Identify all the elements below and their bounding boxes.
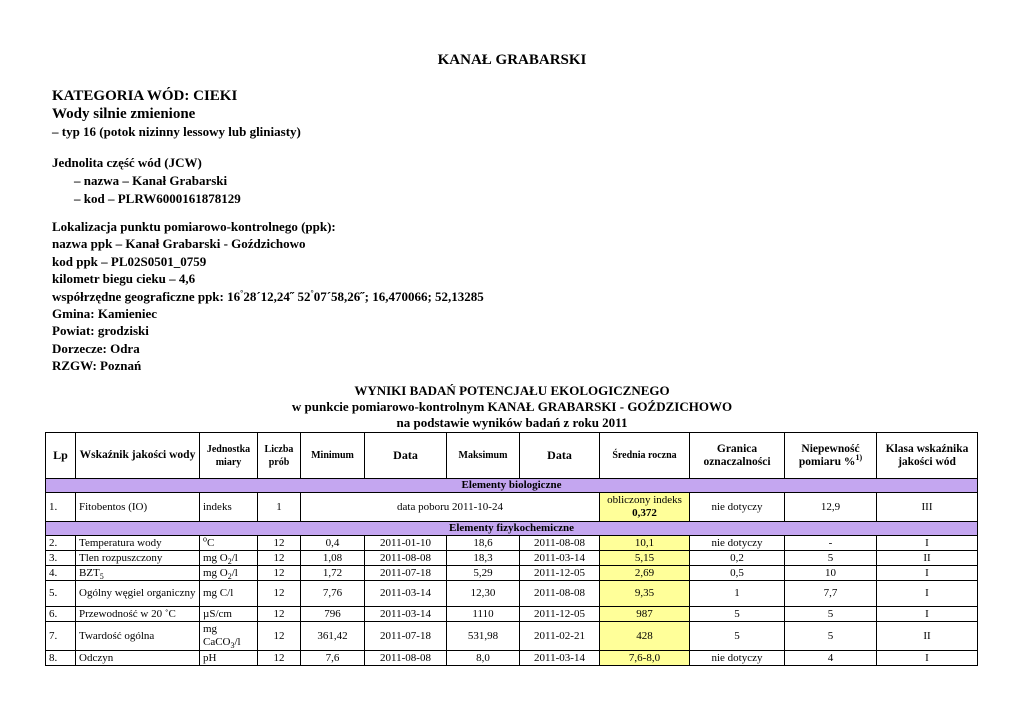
cell-unit: mg $O_2/l$ [200, 551, 258, 566]
cell-lp: 8. [46, 651, 76, 666]
results-heading-line2: w punkcie pomiarowo-kontrolnym KANAŁ GRABARSKI - GOŹDZICHOWO [291, 399, 733, 414]
cell-unit: pH [200, 651, 258, 666]
header-date-min: Data [365, 433, 447, 479]
cell-uncertainty: 12,9 [785, 493, 877, 522]
header-annual-average: Średnia roczna [600, 433, 690, 479]
results-heading [0, 383, 1024, 431]
cell-sampling-date: data poboru 2011-10-24 [301, 493, 600, 522]
header-count: Liczba prób [258, 433, 301, 479]
cell-lp: 5. [46, 581, 76, 607]
cell-quality-class: II [877, 551, 978, 566]
cell-date-min: 2011-03-14 [365, 581, 447, 607]
cell-indicator: Ogólny węgiel organiczny [76, 581, 200, 607]
cell-maximum: 8,0 [447, 651, 520, 666]
table-row [46, 566, 978, 581]
cell-detection-limit: 0,5 [690, 566, 785, 581]
average-value: 0,372 [632, 507, 657, 519]
cell-count: 12 [258, 651, 301, 666]
cell-count: 12 [258, 607, 301, 622]
table-row [46, 622, 978, 651]
cell-count: 12 [258, 551, 301, 566]
table-row [46, 493, 978, 522]
header-maximum: Maksimum [447, 433, 520, 479]
ppk-block [52, 218, 484, 375]
ppk-code: kod ppk – PL02S0501_0759 [52, 253, 207, 269]
jcw-name: – nazwa – Kanał Grabarski [74, 173, 228, 188]
section-row-physicochemical [46, 522, 978, 536]
cell-indicator: Odczyn [76, 651, 200, 666]
cell-date-min: 2011-08-08 [365, 651, 447, 666]
cell-detection-limit: nie dotyczy [690, 493, 785, 522]
cell-indicator: Fitobentos (IO) [76, 493, 200, 522]
cell-detection-limit: 5 [690, 622, 785, 651]
cell-quality-class: I [877, 566, 978, 581]
cell-maximum: 531,98 [447, 622, 520, 651]
results-table [45, 432, 978, 666]
cell-lp: 7. [46, 622, 76, 651]
ppk-powiat: Powiat: grodziski [52, 323, 149, 339]
cell-uncertainty: - [785, 536, 877, 551]
table-row [46, 581, 978, 607]
cell-date-max: 2011-08-08 [520, 581, 600, 607]
cell-annual-average: 987 [600, 607, 690, 622]
cell-count: 12 [258, 536, 301, 551]
cell-unit: indeks [200, 493, 258, 522]
category-heading: KATEGORIA WÓD: CIEKI [52, 88, 238, 104]
cell-annual-average [600, 493, 690, 522]
cell-date-min: 2011-01-10 [365, 536, 447, 551]
cell-count: 12 [258, 622, 301, 651]
table-header-row [46, 433, 978, 479]
cell-uncertainty: 10 [785, 566, 877, 581]
jcw-heading: Jednolita część wód (JCW) [52, 155, 202, 170]
cell-minimum: 361,42 [301, 622, 365, 651]
cell-indicator: Tlen rozpuszczony [76, 551, 200, 566]
cell-date-min: 2011-07-18 [365, 622, 447, 651]
ppk-coordinates: współrzędne geograficzne ppk: 16°28´12,24˝ 52°07´58,26˝; 16,470066; 52,13285 [52, 288, 484, 304]
jcw-code: – kod – PLRW6000161878129 [74, 191, 241, 206]
cell-minimum: 796 [301, 607, 365, 622]
cell-detection-limit: 5 [690, 607, 785, 622]
cell-lp: 1. [46, 493, 76, 522]
cell-date-min: 2011-03-14 [365, 607, 447, 622]
cell-uncertainty: 5 [785, 551, 877, 566]
ppk-dorzecze: Dorzecze: Odra [52, 340, 140, 356]
average-label: obliczony indeks [607, 494, 682, 506]
header-uncertainty: Niepewność pomiaru %$^{1)}$ [785, 433, 877, 479]
cell-count: 12 [258, 581, 301, 607]
document-title: KANAŁ GRABARSKI [437, 52, 587, 68]
cell-annual-average: 7,6-8,0 [600, 651, 690, 666]
table-row [46, 536, 978, 551]
ppk-rzgw: RZGW: Poznań [52, 358, 142, 374]
cell-maximum: 12,30 [447, 581, 520, 607]
results-heading-line1: WYNIKI BADAŃ POTENCJAŁU EKOLOGICZNEGO [354, 383, 670, 398]
cell-annual-average: 2,69 [600, 566, 690, 581]
table-row [46, 607, 978, 622]
cell-annual-average: 5,15 [600, 551, 690, 566]
cell-minimum: 1,08 [301, 551, 365, 566]
category-type: – typ 16 (potok nizinny lessowy lub gliniasty) [52, 124, 301, 139]
cell-annual-average: 9,35 [600, 581, 690, 607]
header-unit: Jednostka miary [200, 433, 258, 479]
cell-maximum: 5,29 [447, 566, 520, 581]
category-block [52, 87, 301, 141]
section-label: Elementy biologiczne [46, 479, 978, 493]
header-quality-class: Klasa wskaźnika jakości wód [877, 433, 978, 479]
cell-detection-limit: 0,2 [690, 551, 785, 566]
cell-quality-class: I [877, 536, 978, 551]
cell-uncertainty: 4 [785, 651, 877, 666]
cell-indicator: Przewodność w 20 ˚C [76, 607, 200, 622]
ppk-name: nazwa ppk – Kanał Grabarski - Goździchowo [52, 236, 306, 252]
cell-indicator: Twardość ogólna [76, 622, 200, 651]
category-subheading: Wody silnie zmienione [52, 106, 196, 122]
cell-lp: 3. [46, 551, 76, 566]
cell-detection-limit: nie dotyczy [690, 651, 785, 666]
cell-unit: µS/cm [200, 607, 258, 622]
cell-uncertainty: 5 [785, 622, 877, 651]
cell-quality-class: II [877, 622, 978, 651]
cell-maximum: 1110 [447, 607, 520, 622]
jcw-block [52, 154, 241, 208]
cell-annual-average: 10,1 [600, 536, 690, 551]
ppk-gmina: Gmina: Kamieniec [52, 306, 158, 322]
cell-date-max: 2011-12-05 [520, 566, 600, 581]
section-row-biological [46, 479, 978, 493]
cell-maximum: 18,6 [447, 536, 520, 551]
cell-date-max: 2011-08-08 [520, 536, 600, 551]
cell-unit: mg C/l [200, 581, 258, 607]
table-row [46, 551, 978, 566]
header-date-max: Data [520, 433, 600, 479]
header-detection-limit: Granica oznaczalności [690, 433, 785, 479]
cell-count: 12 [258, 566, 301, 581]
cell-annual-average: 428 [600, 622, 690, 651]
cell-quality-class: III [877, 493, 978, 522]
results-heading-line3: na podstawie wyników badań z roku 2011 [396, 415, 628, 430]
cell-date-min: 2011-08-08 [365, 551, 447, 566]
cell-lp: 4. [46, 566, 76, 581]
cell-minimum: 7,76 [301, 581, 365, 607]
header-minimum: Minimum [301, 433, 365, 479]
table-row [46, 651, 978, 666]
cell-indicator: Temperatura wody [76, 536, 200, 551]
cell-count: 1 [258, 493, 301, 522]
cell-lp: 2. [46, 536, 76, 551]
cell-unit: $^o$C [200, 536, 258, 551]
cell-indicator: $BZT_5$ [76, 566, 200, 581]
cell-uncertainty: 7,7 [785, 581, 877, 607]
cell-lp: 6. [46, 607, 76, 622]
cell-minimum: 7,6 [301, 651, 365, 666]
cell-unit: mg $O_2/l$ [200, 566, 258, 581]
cell-quality-class: I [877, 651, 978, 666]
ppk-kilometer: kilometr biegu cieku – 4,6 [52, 271, 196, 287]
cell-date-max: 2011-12-05 [520, 607, 600, 622]
cell-detection-limit: nie dotyczy [690, 536, 785, 551]
cell-quality-class: I [877, 581, 978, 607]
cell-date-min: 2011-07-18 [365, 566, 447, 581]
section-label: Elementy fizykochemiczne [46, 522, 978, 536]
cell-uncertainty: 5 [785, 607, 877, 622]
header-indicator: Wskaźnik jakości wody [76, 433, 200, 479]
cell-date-max: 2011-02-21 [520, 622, 600, 651]
cell-quality-class: I [877, 607, 978, 622]
cell-unit: mg CaCO$_3$/l [200, 622, 258, 651]
header-lp: Lp [46, 433, 76, 479]
cell-detection-limit: 1 [690, 581, 785, 607]
cell-date-max: 2011-03-14 [520, 651, 600, 666]
cell-maximum: 18,3 [447, 551, 520, 566]
ppk-heading: Lokalizacja punktu pomiarowo-kontrolnego (ppk): [52, 219, 336, 234]
cell-minimum: 1,72 [301, 566, 365, 581]
cell-minimum: 0,4 [301, 536, 365, 551]
cell-date-max: 2011-03-14 [520, 551, 600, 566]
